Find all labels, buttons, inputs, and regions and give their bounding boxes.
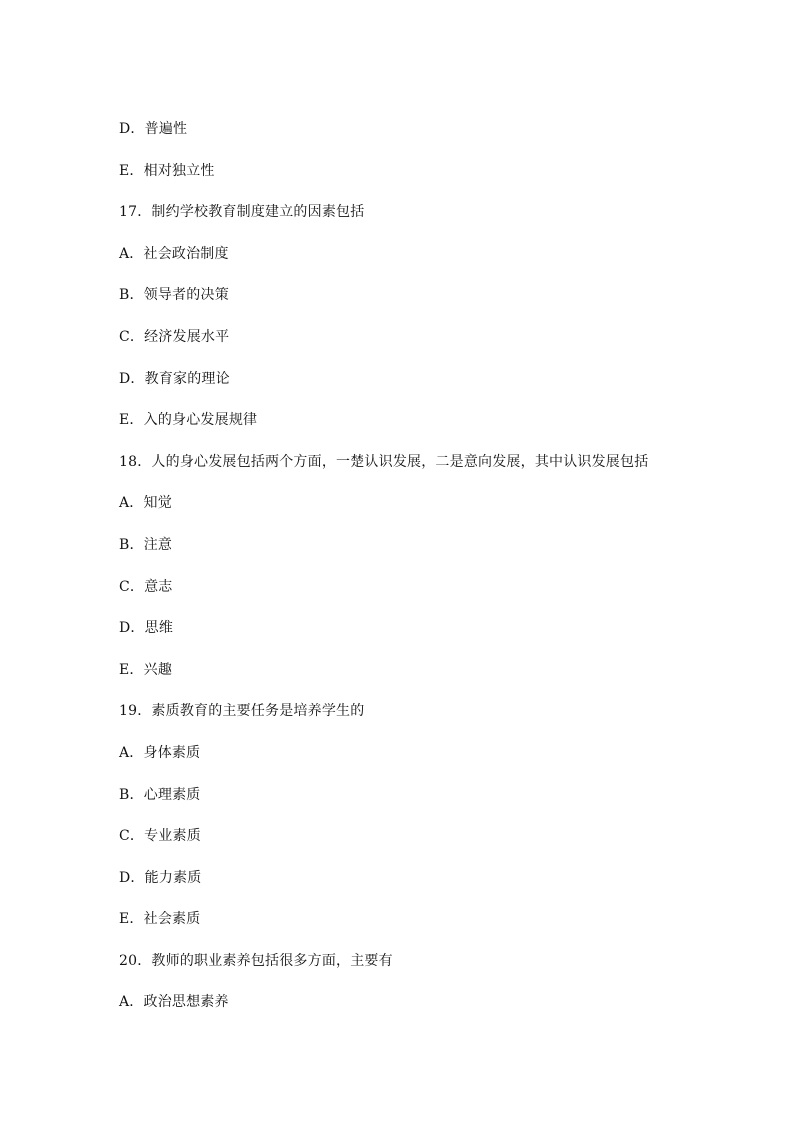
option-line: A．社会政治制度 xyxy=(119,245,229,262)
option-line: A．政治思想素养 xyxy=(119,994,229,1011)
question-line: 18．人的身心发展包括两个方面，一楚认识发展，二是意向发展，其中认识发展包括 xyxy=(119,453,649,470)
question-line: 20．教师的职业素养包括很多方面，主要有 xyxy=(119,952,393,969)
question-line: 19．素质教育的主要任务是培养学生的 xyxy=(119,703,365,720)
option-line: B．注意 xyxy=(119,536,173,553)
option-line: E．入的身心发展规律 xyxy=(119,412,258,429)
question-line: 17．制约学校教育制度建立的因素包括 xyxy=(119,204,365,221)
option-line: E．社会素质 xyxy=(119,911,201,928)
option-line: B．心理素质 xyxy=(119,786,201,803)
option-line: D．思维 xyxy=(119,620,174,637)
option-line: C．专业素质 xyxy=(119,828,201,845)
option-line: B．领导者的决策 xyxy=(119,287,229,304)
option-line: E．兴趣 xyxy=(119,661,173,678)
option-line: D．能力素质 xyxy=(119,869,202,886)
option-line: C．意志 xyxy=(119,578,173,595)
option-line: D．普遍性 xyxy=(119,121,188,137)
option-line: A．身体素质 xyxy=(119,744,201,761)
option-line: E．相对独立性 xyxy=(119,162,215,179)
option-line: D．教育家的理论 xyxy=(119,370,230,387)
question-text-block xyxy=(119,117,739,1032)
option-line: A．知觉 xyxy=(119,495,172,512)
option-line: C．经济发展水平 xyxy=(119,328,230,345)
